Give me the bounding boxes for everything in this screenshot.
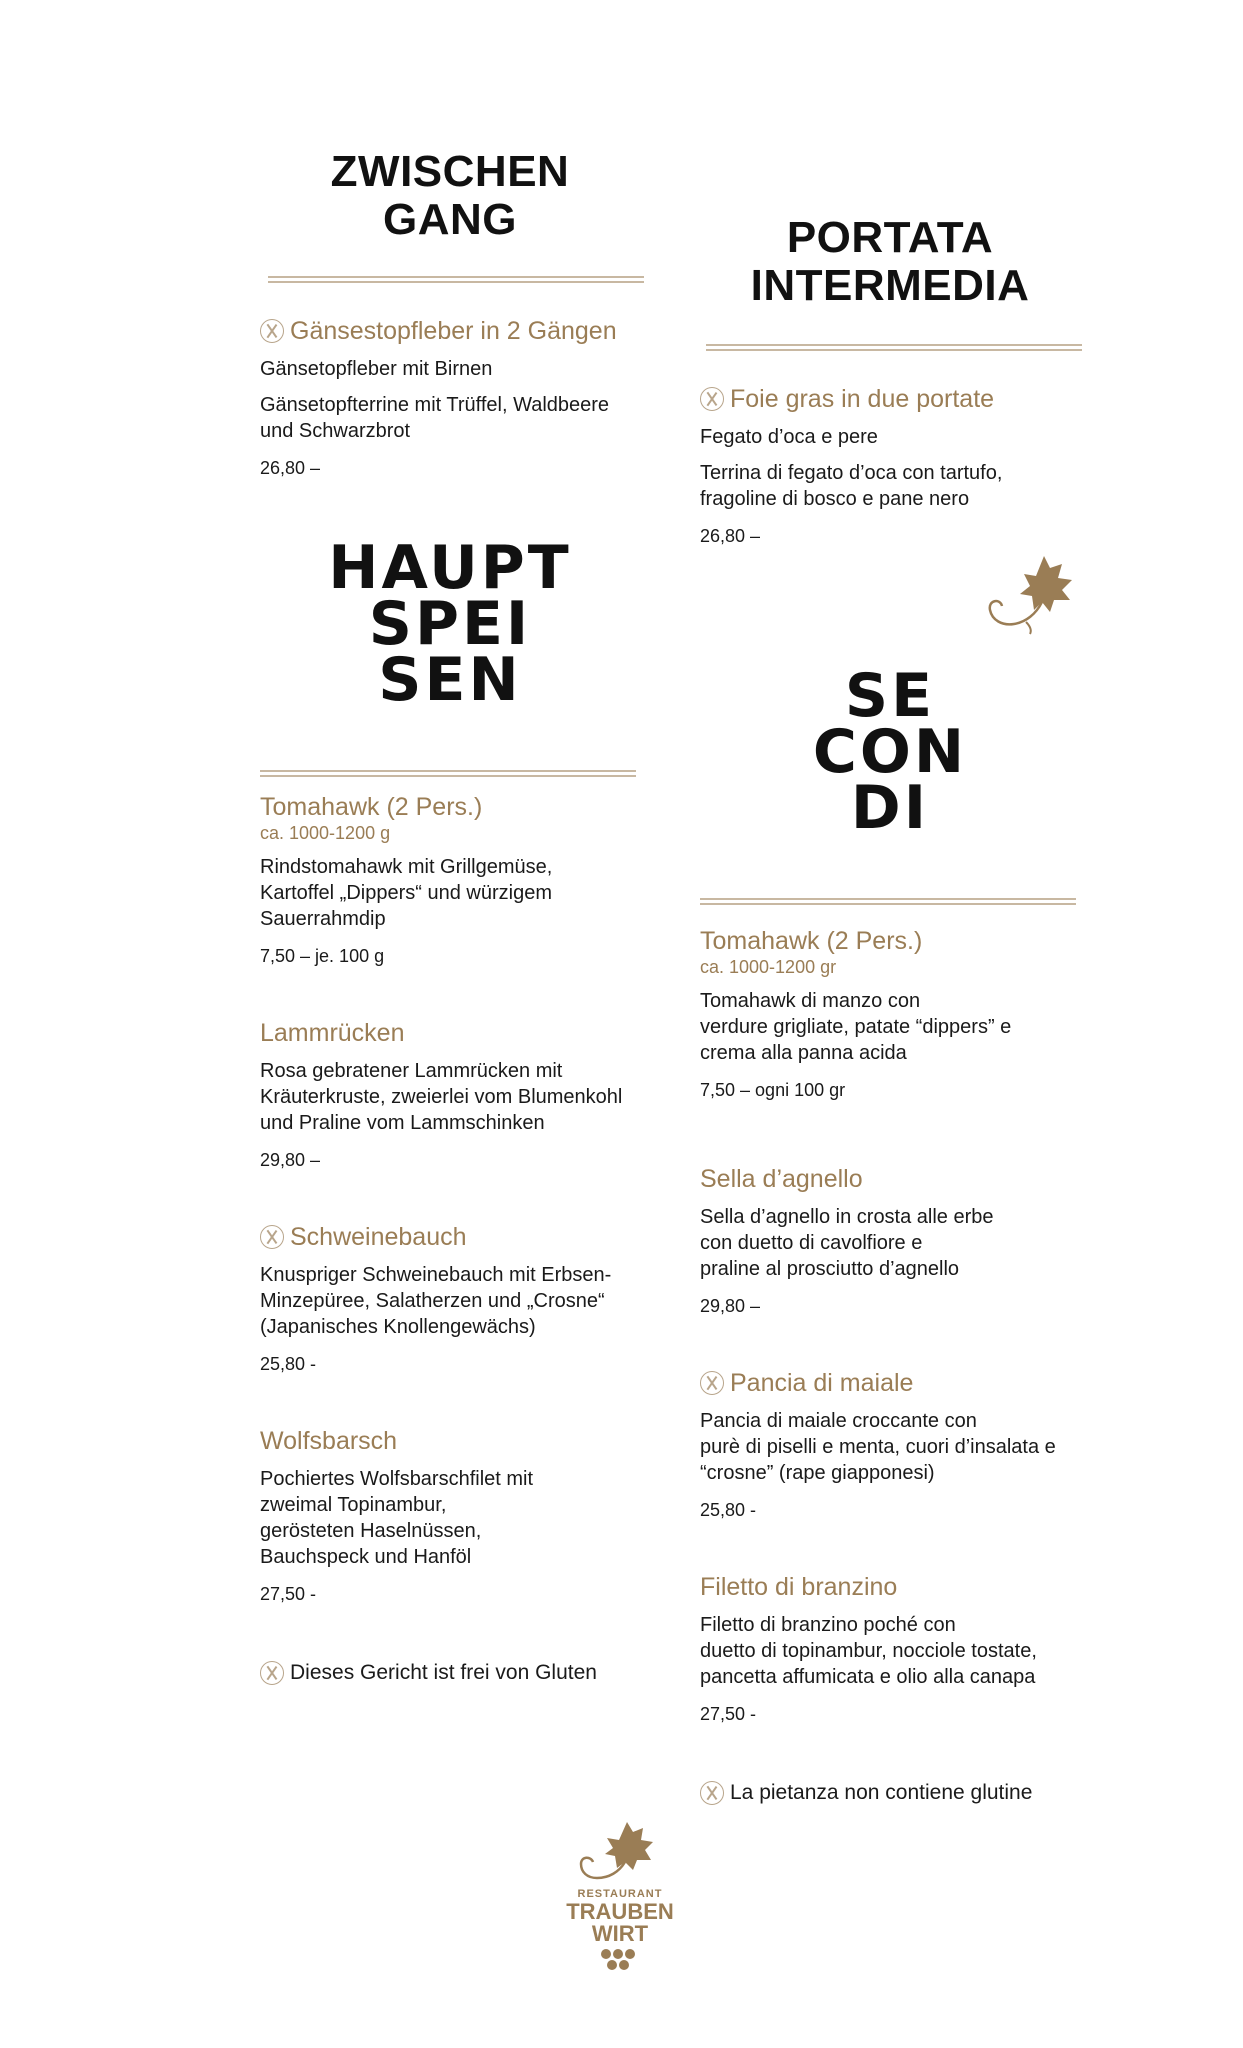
left-dish-schweinebauch: Schweinebauch Knuspriger Schweinebauch mit Erbsen- Minzepüree, Salatherzen und „Crosne“ (Japanisches Knollengewächs) 25,80 - — [260, 1222, 680, 1376]
right-dish-foie-gras: Foie gras in due portate Fegato d’oca e pere Terrina di fegato d’oca con tartufo, fragoline di bosco e pane nero 26,80 – — [700, 384, 1120, 548]
price: 25,80 - — [260, 1354, 317, 1374]
price: 29,80 – — [260, 1150, 321, 1170]
gluten-free-icon — [700, 387, 724, 411]
left-divider-1 — [268, 276, 644, 283]
vine-leaf-icon — [575, 1820, 665, 1882]
gluten-free-icon — [260, 1225, 284, 1249]
right-main-title: SE CON DI — [812, 661, 968, 843]
price: 29,80 – — [700, 1296, 761, 1316]
vine-leaf-icon — [986, 552, 1082, 636]
restaurant-logo: RESTAURANT TRAUBEN WIRT — [560, 1820, 680, 1973]
right-dish-tomahawk: Tomahawk (2 Pers.) ca. 1000-1200 gr Tomahawk di manzo con verdure grigliate, patate “dippers” e crema alla panna acida 7,50 – ogni 100 gr — [700, 926, 1120, 1102]
right-gluten-note: La pietanza non contiene glutine — [700, 1780, 1032, 1806]
grapes-icon — [598, 1947, 642, 1973]
price: 27,50 - — [260, 1584, 317, 1604]
right-section-title: PORTATA INTERMEDIA — [750, 213, 1030, 310]
left-gluten-note: Dieses Gericht ist frei von Gluten — [260, 1660, 597, 1686]
right-dish-branzino: Filetto di branzino Filetto di branzino poché con duetto di topinambur, nocciole tostate, pancetta affumicata e olio alla canapa 27,50 - — [700, 1572, 1120, 1726]
price: 26,80 – — [700, 526, 761, 546]
price: 27,50 - — [700, 1704, 757, 1724]
price: 25,80 - — [700, 1500, 757, 1520]
left-dish-lammruecken: Lammrücken Rosa gebratener Lammrücken mit Kräuterkruste, zweierlei vom Blumenkohl und Praline vom Lammschinken 29,80 – — [260, 1018, 680, 1172]
gluten-free-icon — [260, 319, 284, 343]
gluten-free-icon — [700, 1781, 724, 1805]
right-dish-sella: Sella d’agnello Sella d’agnello in crosta alle erbe con duetto di cavolfiore e praline al prosciutto d’agnello 29,80 – — [700, 1164, 1120, 1318]
price: 7,50 – je. 100 g — [260, 946, 385, 966]
left-divider-2 — [260, 770, 636, 777]
right-dish-pancia: Pancia di maiale Pancia di maiale croccante con purè di piselli e menta, cuori d’insalata e “crosne” (rape giapponesi) 25,80 - — [700, 1368, 1160, 1522]
left-dish-tomahawk: Tomahawk (2 Pers.) ca. 1000-1200 g Rindstomahawk mit Grillgemüse, Kartoffel „Dippers“ und würzigem Sauerrahmdip 7,50 – je. 100 g — [260, 792, 680, 968]
price: 26,80 – — [260, 458, 321, 478]
left-main-title: HAUPT SPEI SEN — [328, 533, 572, 715]
gluten-free-icon — [700, 1371, 724, 1395]
right-divider-2 — [700, 898, 1076, 905]
left-dish-wolfsbarsch: Wolfsbarsch Pochiertes Wolfsbarschfilet mit zweimal Topinambur, gerösteten Haselnüssen, Bauchspeck und Hanföl 27,50 - — [260, 1426, 680, 1606]
right-divider-1 — [706, 344, 1082, 351]
left-dish-gaensestopfleber: Gänsestopfleber in 2 Gängen Gänsetopfleber mit Birnen Gänsetopfterrine mit Trüffel, Waldbeere und Schwarzbrot 26,80 – — [260, 316, 680, 480]
gluten-free-icon — [260, 1661, 284, 1685]
price: 7,50 – ogni 100 gr — [700, 1080, 846, 1100]
left-section-title: ZWISCHEN GANG — [330, 147, 570, 244]
